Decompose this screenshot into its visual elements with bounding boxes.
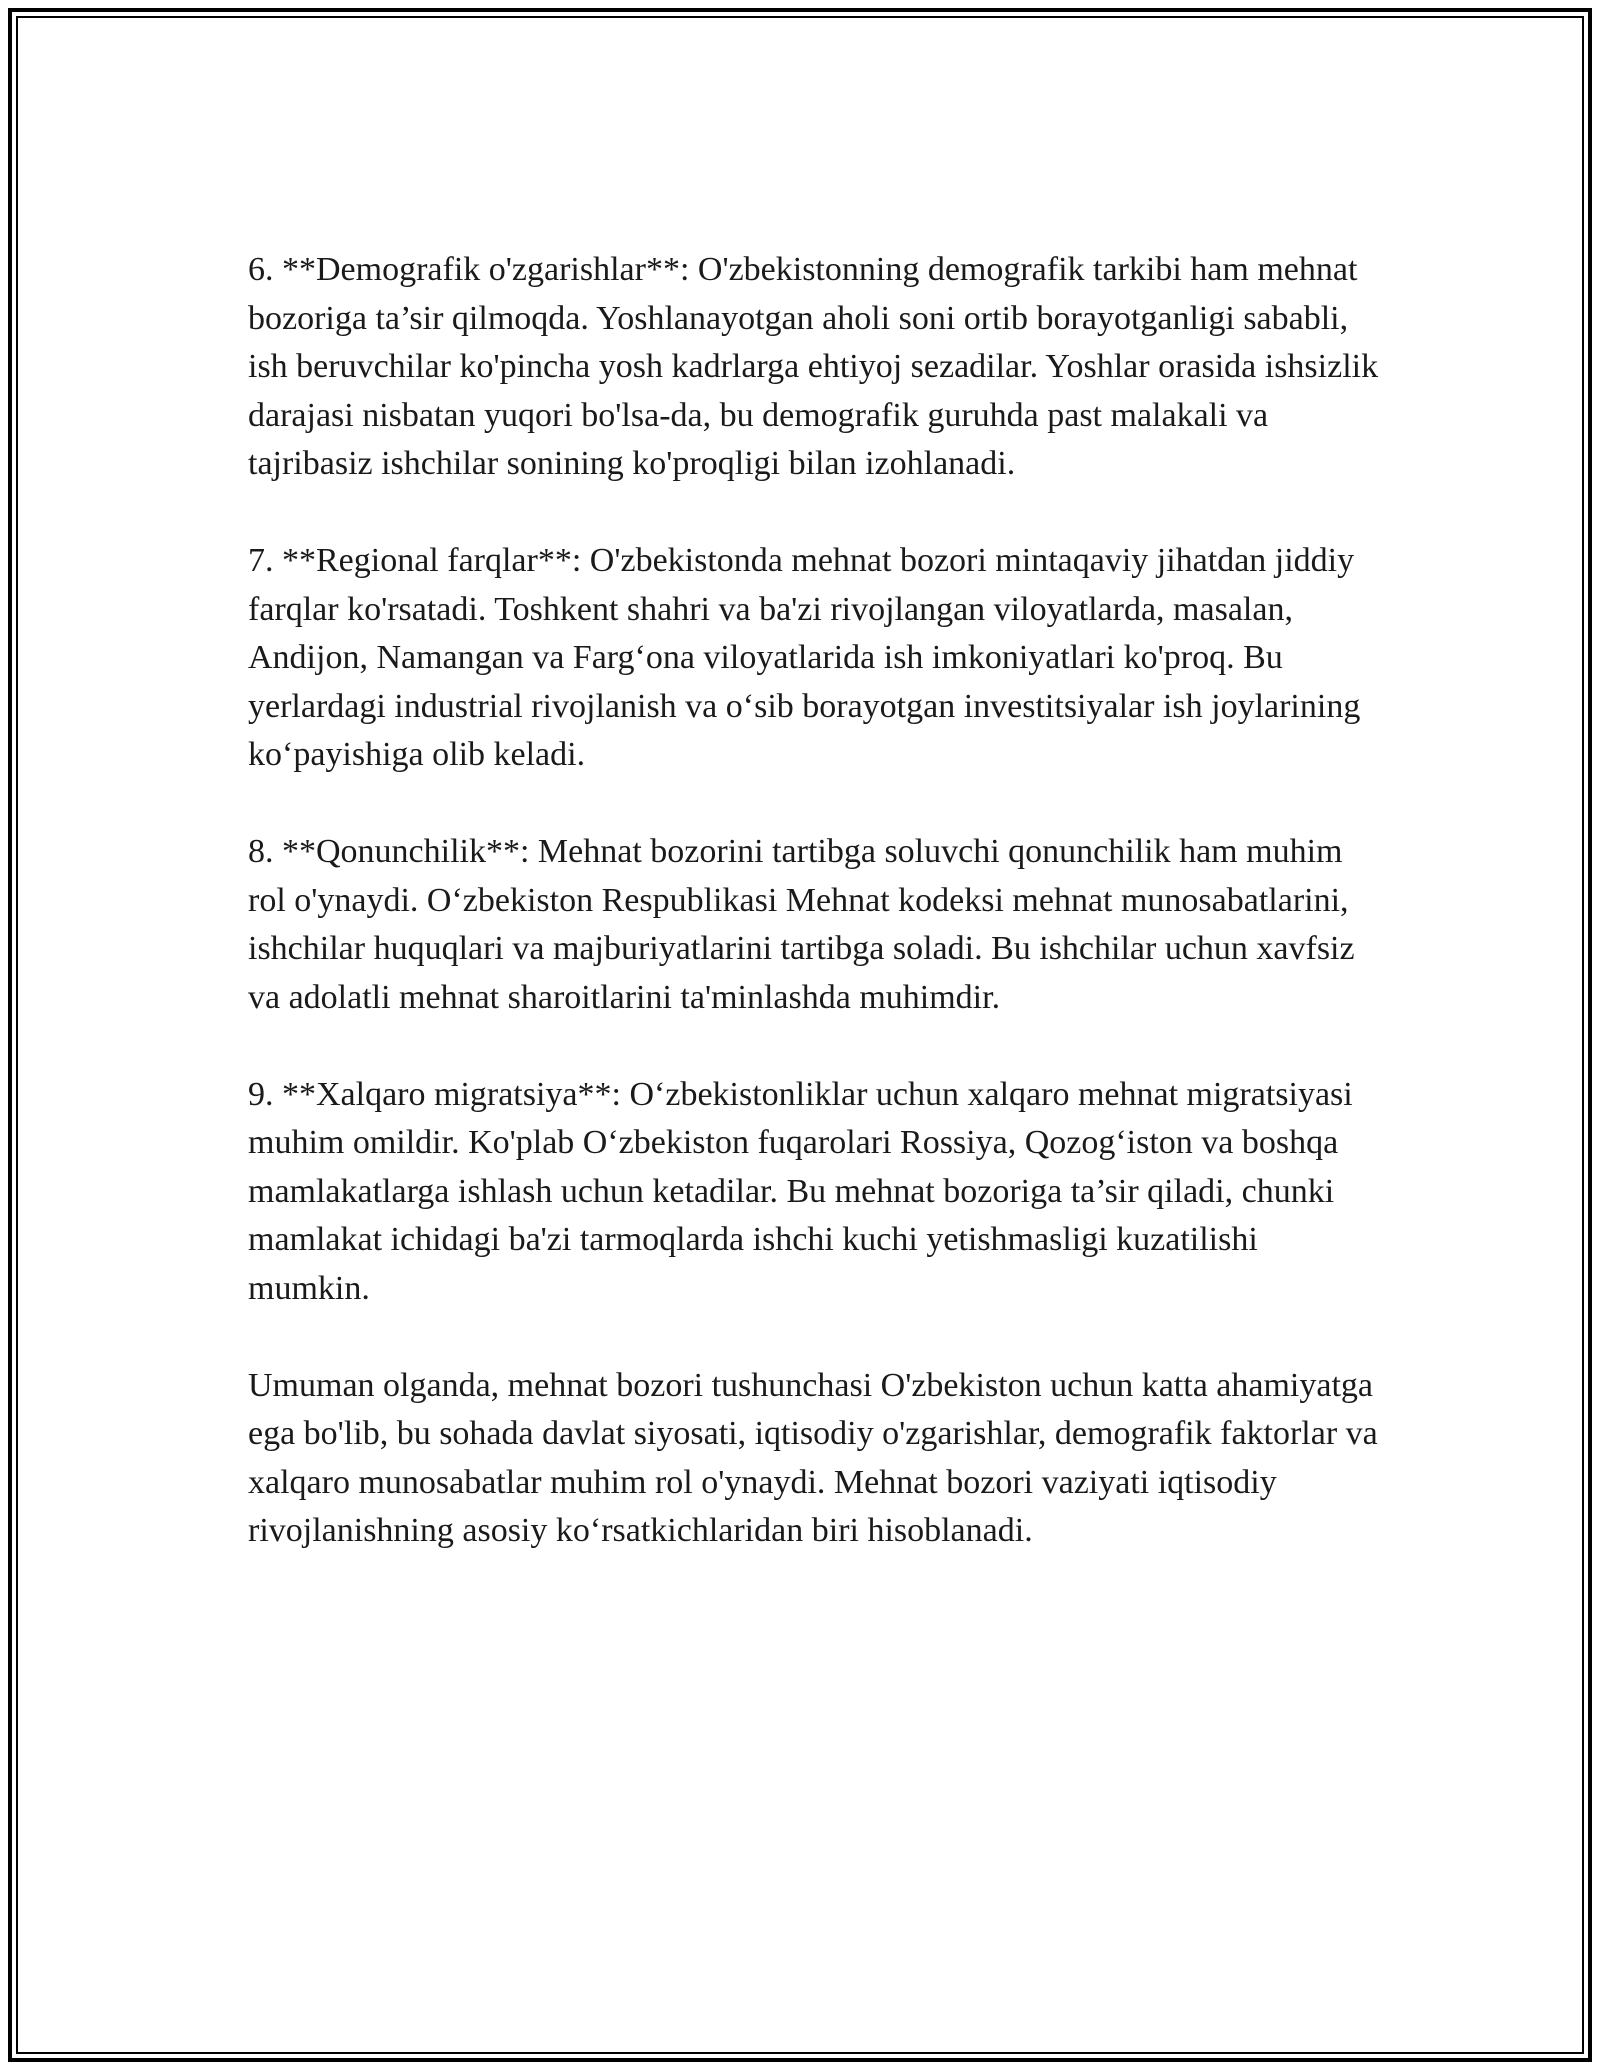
paragraph-qonunchilik: 8. **Qonunchilik**: Mehnat bozorini tartibga soluvchi qonunchilik ham muhim rol o'ynaydi. O‘zbekiston Respublikasi Mehnat kodeksi mehnat munosabatlarini, ishchilar huquqlari va majburiyatlarini tartibga soladi. Bu ishchilar uchun xavfsiz va adolatli mehnat sharoitlarini ta'minlashda muhimdir. <box>248 833 1355 1016</box>
paragraph-regional-farqlar: 7. **Regional farqlar**: O'zbekistonda mehnat bozori mintaqaviy jihatdan jiddiy farqlar ko'rsatadi. Toshkent shahri va ba'zi rivojlangan viloyatlarda, masalan, Andijon, Namangan va Farg‘ona viloyatlarida ish imkoniyatlari ko'proq. Bu yerlardagi industrial rivojlanish va o‘sib borayotgan investitsiyalar ish joylarining ko‘payishiga olib keladi. <box>248 542 1361 773</box>
document-body <box>248 246 1388 1556</box>
paragraph-xalqaro-migratsiya: 9. **Xalqaro migratsiya**: O‘zbekistonliklar uchun xalqaro mehnat migratsiyasi muhim omildir. Ko'plab O‘zbekiston fuqarolari Rossiya, Qozog‘iston va boshqa mamlakatlarga ishlash uchun ketadilar. Bu mehnat bozoriga ta’sir qiladi, chunki mamlakat ichidagi ba'zi tarmoqlarda ishchi kuchi yetishmasligi kuzatilishi mumkin. <box>248 1075 1353 1307</box>
paragraph-conclusion: Umuman olganda, mehnat bozori tushunchasi O'zbekiston uchun katta ahamiyatga ega bo'lib, bu sohada davlat siyosati, iqtisodiy o'zgarishlar, demografik faktorlar va xalqaro munosabatlar muhim rol o'ynaydi. Mehnat bozori vaziyati iqtisodiy rivojlanishning asosiy ko‘rsatkichlaridan biri hisoblanadi. <box>248 1366 1378 1549</box>
paragraph-demografik-ozgarishlar: 6. **Demografik o'zgarishlar**: O'zbekistonning demografik tarkibi ham mehnat bozoriga ta’sir qilmoqda. Yoshlanayotgan aholi soni ortib borayotganligi sababli, ish beruvchilar ko'pincha yosh kadrlarga ehtiyoj sezadilar. Yoshlar orasida ishsizlik darajasi nisbatan yuqori bo'lsa-da, bu demografik guruhda past malakali va tajribasiz ishchilar sonining ko'proqligi bilan izohlanadi. <box>248 251 1379 482</box>
page-frame <box>8 8 1592 2062</box>
